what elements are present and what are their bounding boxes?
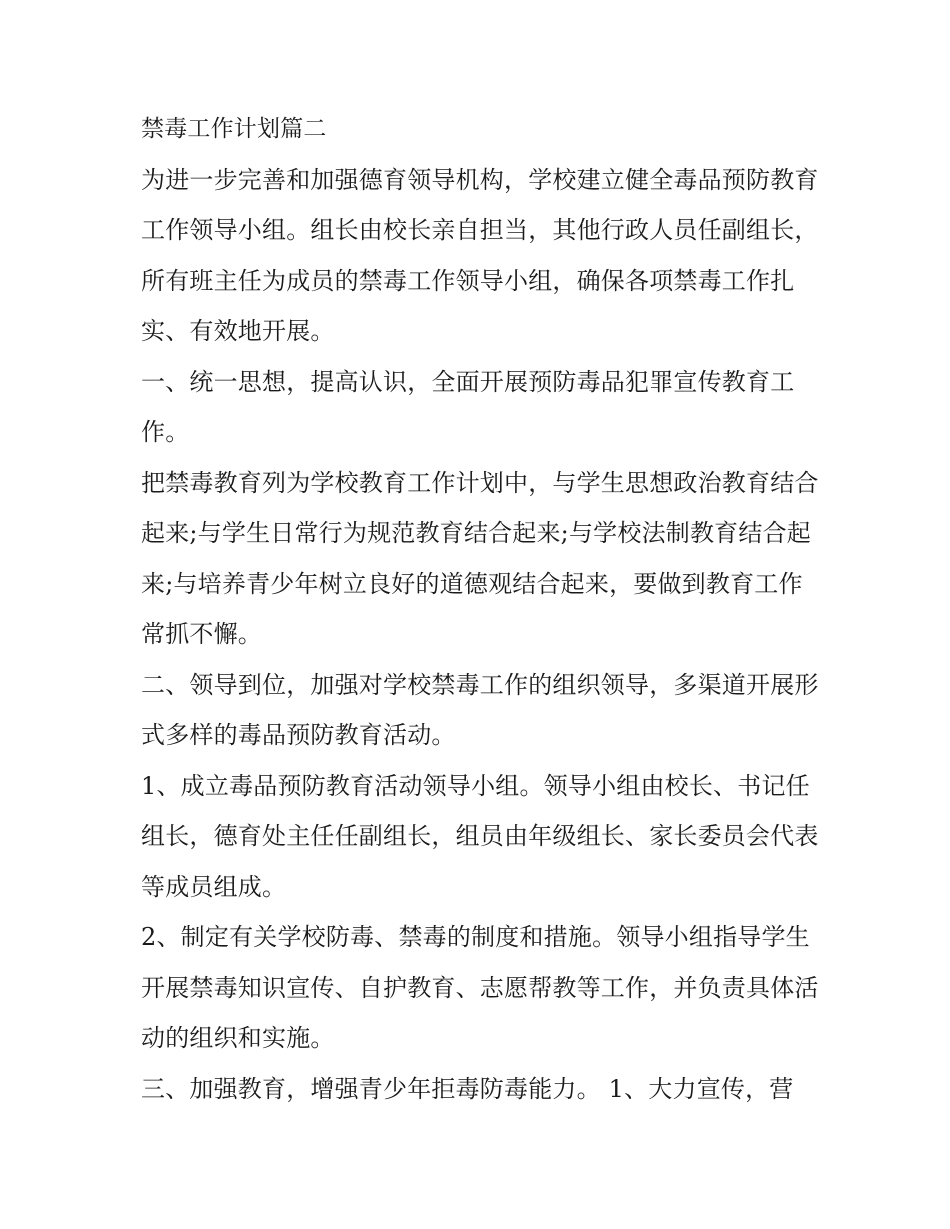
paragraph-section-1: 把禁毒教育列为学校教育工作计划中，与学生思想政治教育结合起来;与学生日常行为规范教育结合起来;与学校法制教育结合起来;与培养青少年树立良好的道德观结合起来，要做到教育工作常抓不懈。 xyxy=(141,468,819,648)
section-heading-3: 三、加强教育，增强青少年拒毒防毒能力。 1、大力宣传，营 xyxy=(141,1074,794,1103)
section-heading-2: 二、领导到位，加强对学校禁毒工作的组织领导，多渠道开展形式多样的毒品预防教育活动。 xyxy=(141,670,819,749)
list-item-2: 2、制定有关学校防毒、禁毒的制度和措施。领导小组指导学生开展禁毒知识宣传、自护教育、志愿帮教等工作，并负责具体活动的组织和实施。 xyxy=(141,923,819,1052)
document-body xyxy=(141,104,821,1114)
document-title: 禁毒工作计划篇二 xyxy=(141,116,327,142)
section-heading-1: 一、统一思想，提高认识，全面开展预防毒品犯罪宣传教育工作。 xyxy=(141,367,795,446)
list-item-1: 1、成立毒品预防教育活动领导小组。领导小组由校长、书记任组长，德育处主任任副组长，组员由年级组长、家长委员会代表等成员组成。 xyxy=(141,771,819,901)
paragraph-intro: 为进一步完善和加强德育领导机构，学校建立健全毒品预防教育工作领导小组。组长由校长亲自担当，其他行政人员任副组长，所有班主任为成员的禁毒工作领导小组，确保各项禁毒工作扎实、有效地开展。 xyxy=(141,165,819,345)
